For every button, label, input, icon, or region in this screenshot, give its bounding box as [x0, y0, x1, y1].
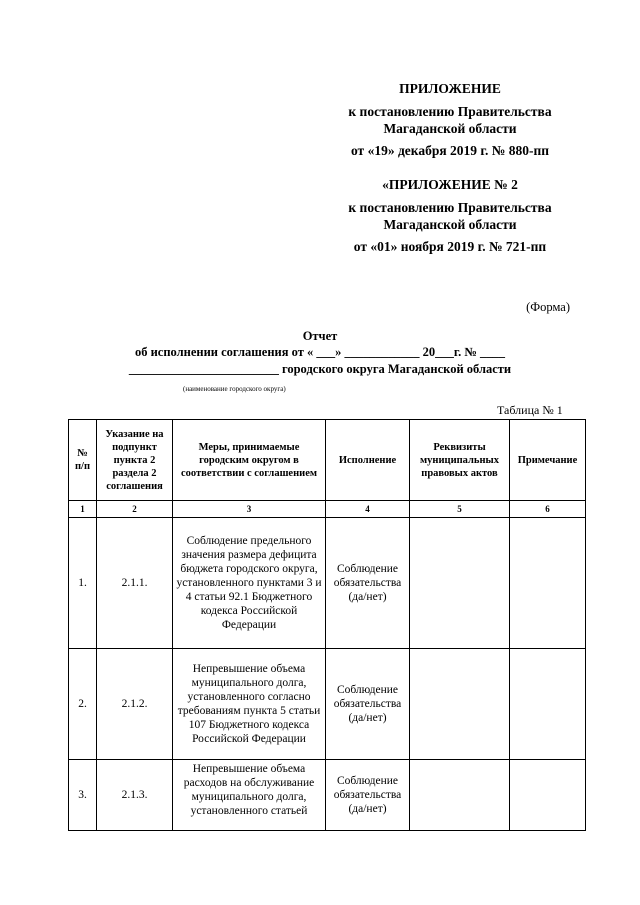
header-cell: Исполнение [326, 420, 410, 501]
column-number: 3 [173, 501, 326, 518]
appendix2-line-1: к постановлению Правительства [348, 200, 552, 215]
row-note [510, 518, 586, 649]
row-execution: Соблюдение обязательства (да/нет) [326, 649, 410, 760]
column-number: 4 [326, 501, 410, 518]
table-row [69, 649, 586, 760]
row-measure: Непревышение объема расходов на обслуживание муниципального долга, установленного статьей [173, 760, 326, 831]
header-cell: Примечание [510, 420, 586, 501]
row-note [510, 760, 586, 831]
row-acts [410, 518, 510, 649]
appendix2-line-2: Магаданской области [383, 217, 517, 232]
appendix-line-2: Магаданской области [383, 121, 517, 136]
appendix-line-1: к постановлению Правительства [348, 104, 552, 119]
appendix2-line-3: от «01» ноября 2019 г. № 721-пп [353, 239, 547, 254]
row-measure: Соблюдение предельного значения размера дефицита бюджета городского округа, установленного пунктами 3 и 4 статьи 92.1 Бюджетного кодекса Российской Федерации [173, 518, 326, 649]
column-number: 6 [510, 501, 586, 518]
form-label: (Форма) [526, 300, 570, 314]
header-cell: Меры, принимаемые городским округом в соответствии с соглашением [173, 420, 326, 501]
table-row [69, 760, 586, 831]
column-number: 5 [410, 501, 510, 518]
table-caption: Таблица № 1 [497, 403, 563, 417]
report-table [68, 419, 586, 831]
report-title: Отчет [302, 329, 338, 343]
row-number: 1. [69, 518, 97, 649]
appendix-title: ПРИЛОЖЕНИЕ [399, 81, 501, 96]
row-execution: Соблюдение обязательства (да/нет) [326, 760, 410, 831]
row-measure: Непревышение объема муниципального долга, установленного согласно требованиям пункта 5 статьи 107 Бюджетного кодекса Российской Федерации [173, 649, 326, 760]
column-number-row [69, 501, 586, 518]
report-line-2: ________________________ городского округа Магаданской области [128, 362, 512, 376]
report-line-1: об исполнении соглашения от « ___» ____________ 20___г. № ____ [134, 345, 506, 359]
report-note: (наименование городского округа) [183, 385, 286, 393]
row-point: 2.1.2. [97, 649, 173, 760]
table-row [69, 518, 586, 649]
row-acts [410, 649, 510, 760]
row-execution: Соблюдение обязательства (да/нет) [326, 518, 410, 649]
appendix-line-3: от «19» декабря 2019 г. № 880-пп [350, 143, 549, 158]
row-note [510, 649, 586, 760]
appendix2-title: «ПРИЛОЖЕНИЕ № 2 [382, 177, 518, 192]
row-acts [410, 760, 510, 831]
header-cell: Реквизиты муниципальных правовых актов [410, 420, 510, 501]
table-header-row [69, 420, 586, 501]
row-point: 2.1.1. [97, 518, 173, 649]
column-number: 1 [69, 501, 97, 518]
row-number: 2. [69, 649, 97, 760]
column-number: 2 [97, 501, 173, 518]
row-number: 3. [69, 760, 97, 831]
row-point: 2.1.3. [97, 760, 173, 831]
header-cell: Указание на подпункт пункта 2 раздела 2 соглашения [97, 420, 173, 501]
header-cell: № п/п [69, 420, 97, 501]
